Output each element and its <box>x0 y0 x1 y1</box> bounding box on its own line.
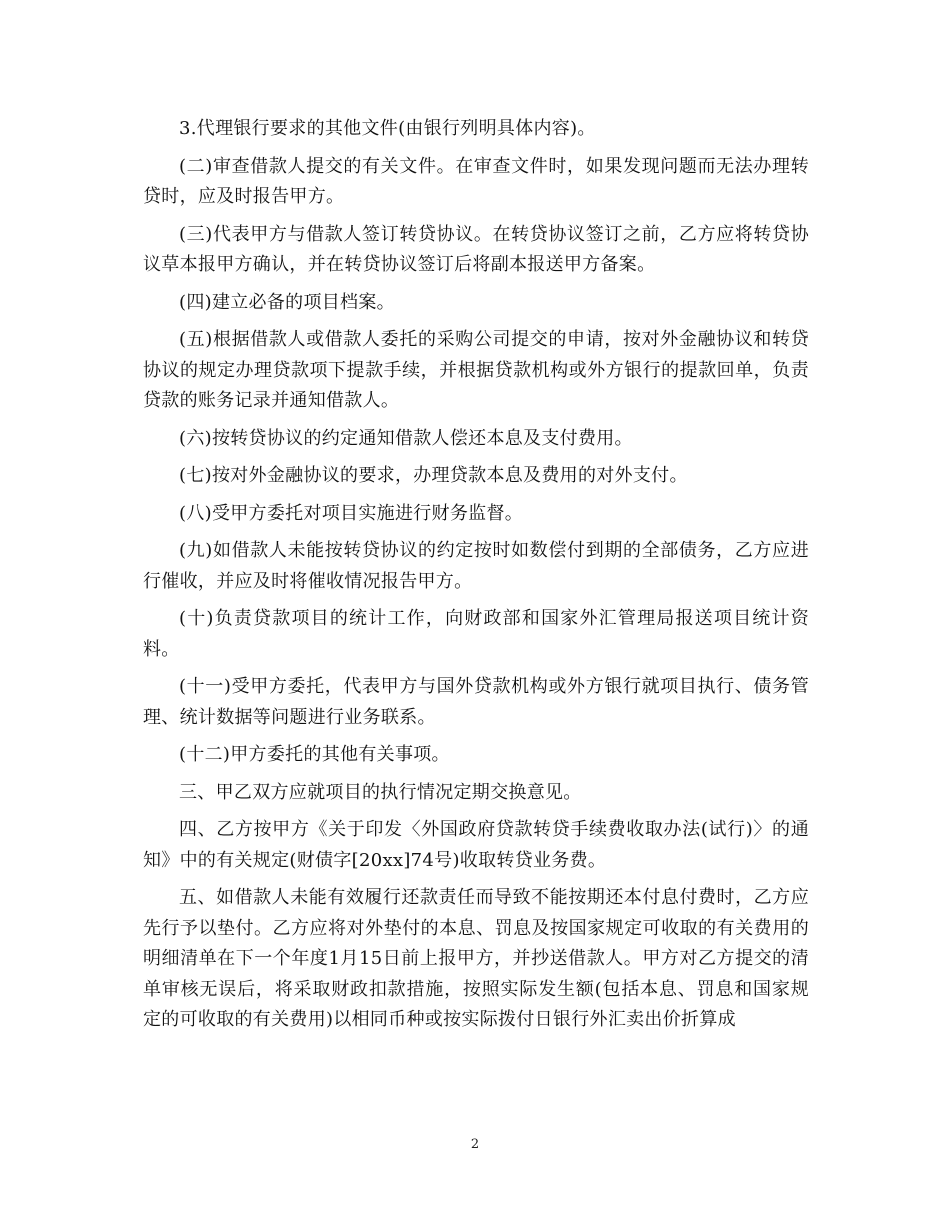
paragraph-withdrawal-procedures: (五)根据借款人或借款人委托的采购公司提交的申请，按对外金融协议和转贷协议的规定办理贷款项下提款手续，并根据贷款机构或外方银行的提款回单，负责贷款的账务记录并通知借款人。 <box>143 329 809 411</box>
page-number: 2 <box>470 1137 480 1152</box>
paragraph-repayment-notice: (六)按转贷协议的约定通知借款人偿还本息及支付费用。 <box>179 427 633 449</box>
paragraph-business-liaison: (十一)受甲方委托，代表甲方与国外贷款机构或外方银行就项目执行、债务管理、统计数据等问题进行业务联系。 <box>143 676 809 728</box>
paragraph-sign-onlending-agreement: (三)代表甲方与借款人签订转贷协议。在转贷协议签订之前，乙方应将转贷协议草本报甲方确认，并在转贷协议签订后将副本报送甲方备案。 <box>143 223 809 275</box>
document-body <box>143 114 809 1043</box>
paragraph-statistics: (十)负责贷款项目的统计工作，向财政部和国家外汇管理局报送项目统计资料。 <box>143 608 809 660</box>
paragraph-item-3-other-documents: 3.代理银行要求的其他文件(由银行列明具体内容)。 <box>179 118 596 139</box>
paragraph-other-matters: (十二)甲方委托的其他有关事项。 <box>179 744 450 765</box>
paragraph-debt-collection: (九)如借款人未能按转贷协议的约定按时如数偿付到期的全部债务，乙方应进行催收，并应及时将催收情况报告甲方。 <box>143 540 809 592</box>
paragraph-external-payment: (七)按对外金融协议的要求，办理贷款本息及费用的对外支付。 <box>179 465 688 486</box>
paragraph-financial-supervision: (八)受甲方委托对项目实施进行财务监督。 <box>179 502 524 524</box>
paragraph-section-four: 四、乙方按甲方《关于印发〈外国政府贷款转贷手续费收取办法(试行)〉的通知》中的有关规定(财债字[20xx]74号)收取转贷业务费。 <box>143 819 809 871</box>
paragraph-review-documents: (二)审查借款人提交的有关文件。在审查文件时，如果发现问题而无法办理转贷时，应及时报告甲方。 <box>143 155 809 207</box>
paragraph-project-archive: (四)建立必备的项目档案。 <box>179 291 395 313</box>
paragraph-section-five: 五、如借款人未能有效履行还款责任而导致不能按期还本付息付费时，乙方应先行予以垫付。乙方应将对外垫付的本息、罚息及按国家规定可收取的有关费用的明细清单在下一个年度1月15日前上报甲方，并抄送借款人。甲方对乙方提交的清单审核无误后，将采取财政扣款措施，按照实际发生额(包括本息、罚息和国家规定的可收取的有关费用)以相同币种或按实际拨付日银行外汇卖出价折算成 <box>143 887 809 1030</box>
paragraph-section-three: 三、甲乙双方应就项目的执行情况定期交换意见。 <box>179 781 582 803</box>
